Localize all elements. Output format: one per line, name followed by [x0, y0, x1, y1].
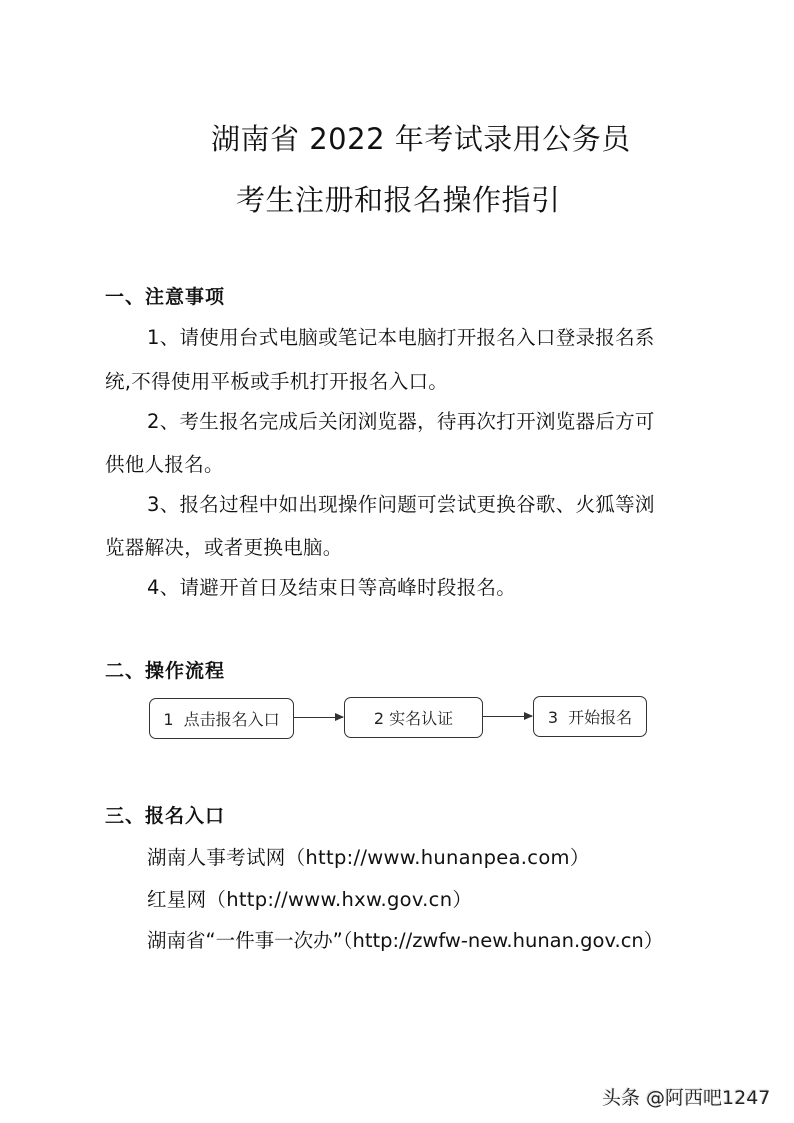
entry-link-hxw[interactable]: 红星网（http://www.hxw.gov.cn） [147, 888, 473, 911]
watermark: 头条 @阿西吧1247 [602, 1087, 771, 1109]
notice-1-line-2: 统,不得使用平板或手机打开报名入口。 [105, 370, 449, 393]
entry-link-zwfw[interactable]: 湖南省“一件事一次办”（http://zwfw-new.hunan.gov.cn） [147, 929, 664, 952]
notice-3-line-2: 览器解决，或者更换电脑。 [105, 536, 343, 559]
flow-step-1 [149, 698, 294, 739]
arrow-right-icon [483, 716, 532, 717]
notice-3-line-1: 3、报名过程中如出现操作问题可尝试更换谷歌、火狐等浏 [147, 493, 655, 516]
notice-2-line-2: 供他人报名。 [105, 453, 224, 476]
arrow-right-icon [294, 717, 343, 718]
flow-step-1-label: 1 点击报名入口 [163, 710, 280, 729]
flow-step-2 [344, 697, 483, 738]
title-line-1: 湖南省 2022 年考试录用公务员 [211, 122, 631, 156]
flow-step-2-label: 2 实名认证 [373, 709, 454, 728]
title-line-2: 考生注册和报名操作指引 [236, 183, 561, 217]
flow-step-3 [533, 696, 647, 737]
flow-step-3-label: 3 开始报名 [547, 708, 633, 727]
section-heading-process: 二、操作流程 [105, 660, 226, 682]
notice-4-line-1: 4、请避开首日及结束日等高峰时段报名。 [147, 576, 517, 599]
entry-link-hunanpea[interactable]: 湖南人事考试网（http://www.hunanpea.com） [147, 846, 590, 869]
section-heading-notices: 一、注意事项 [105, 286, 226, 308]
notice-2-line-1: 2、考生报名完成后关闭浏览器，待再次打开浏览器后方可 [147, 410, 655, 433]
section-heading-entry: 三、报名入口 [105, 805, 226, 827]
notice-1-line-1: 1、请使用台式电脑或笔记本电脑打开报名入口登录报名系 [147, 326, 655, 349]
